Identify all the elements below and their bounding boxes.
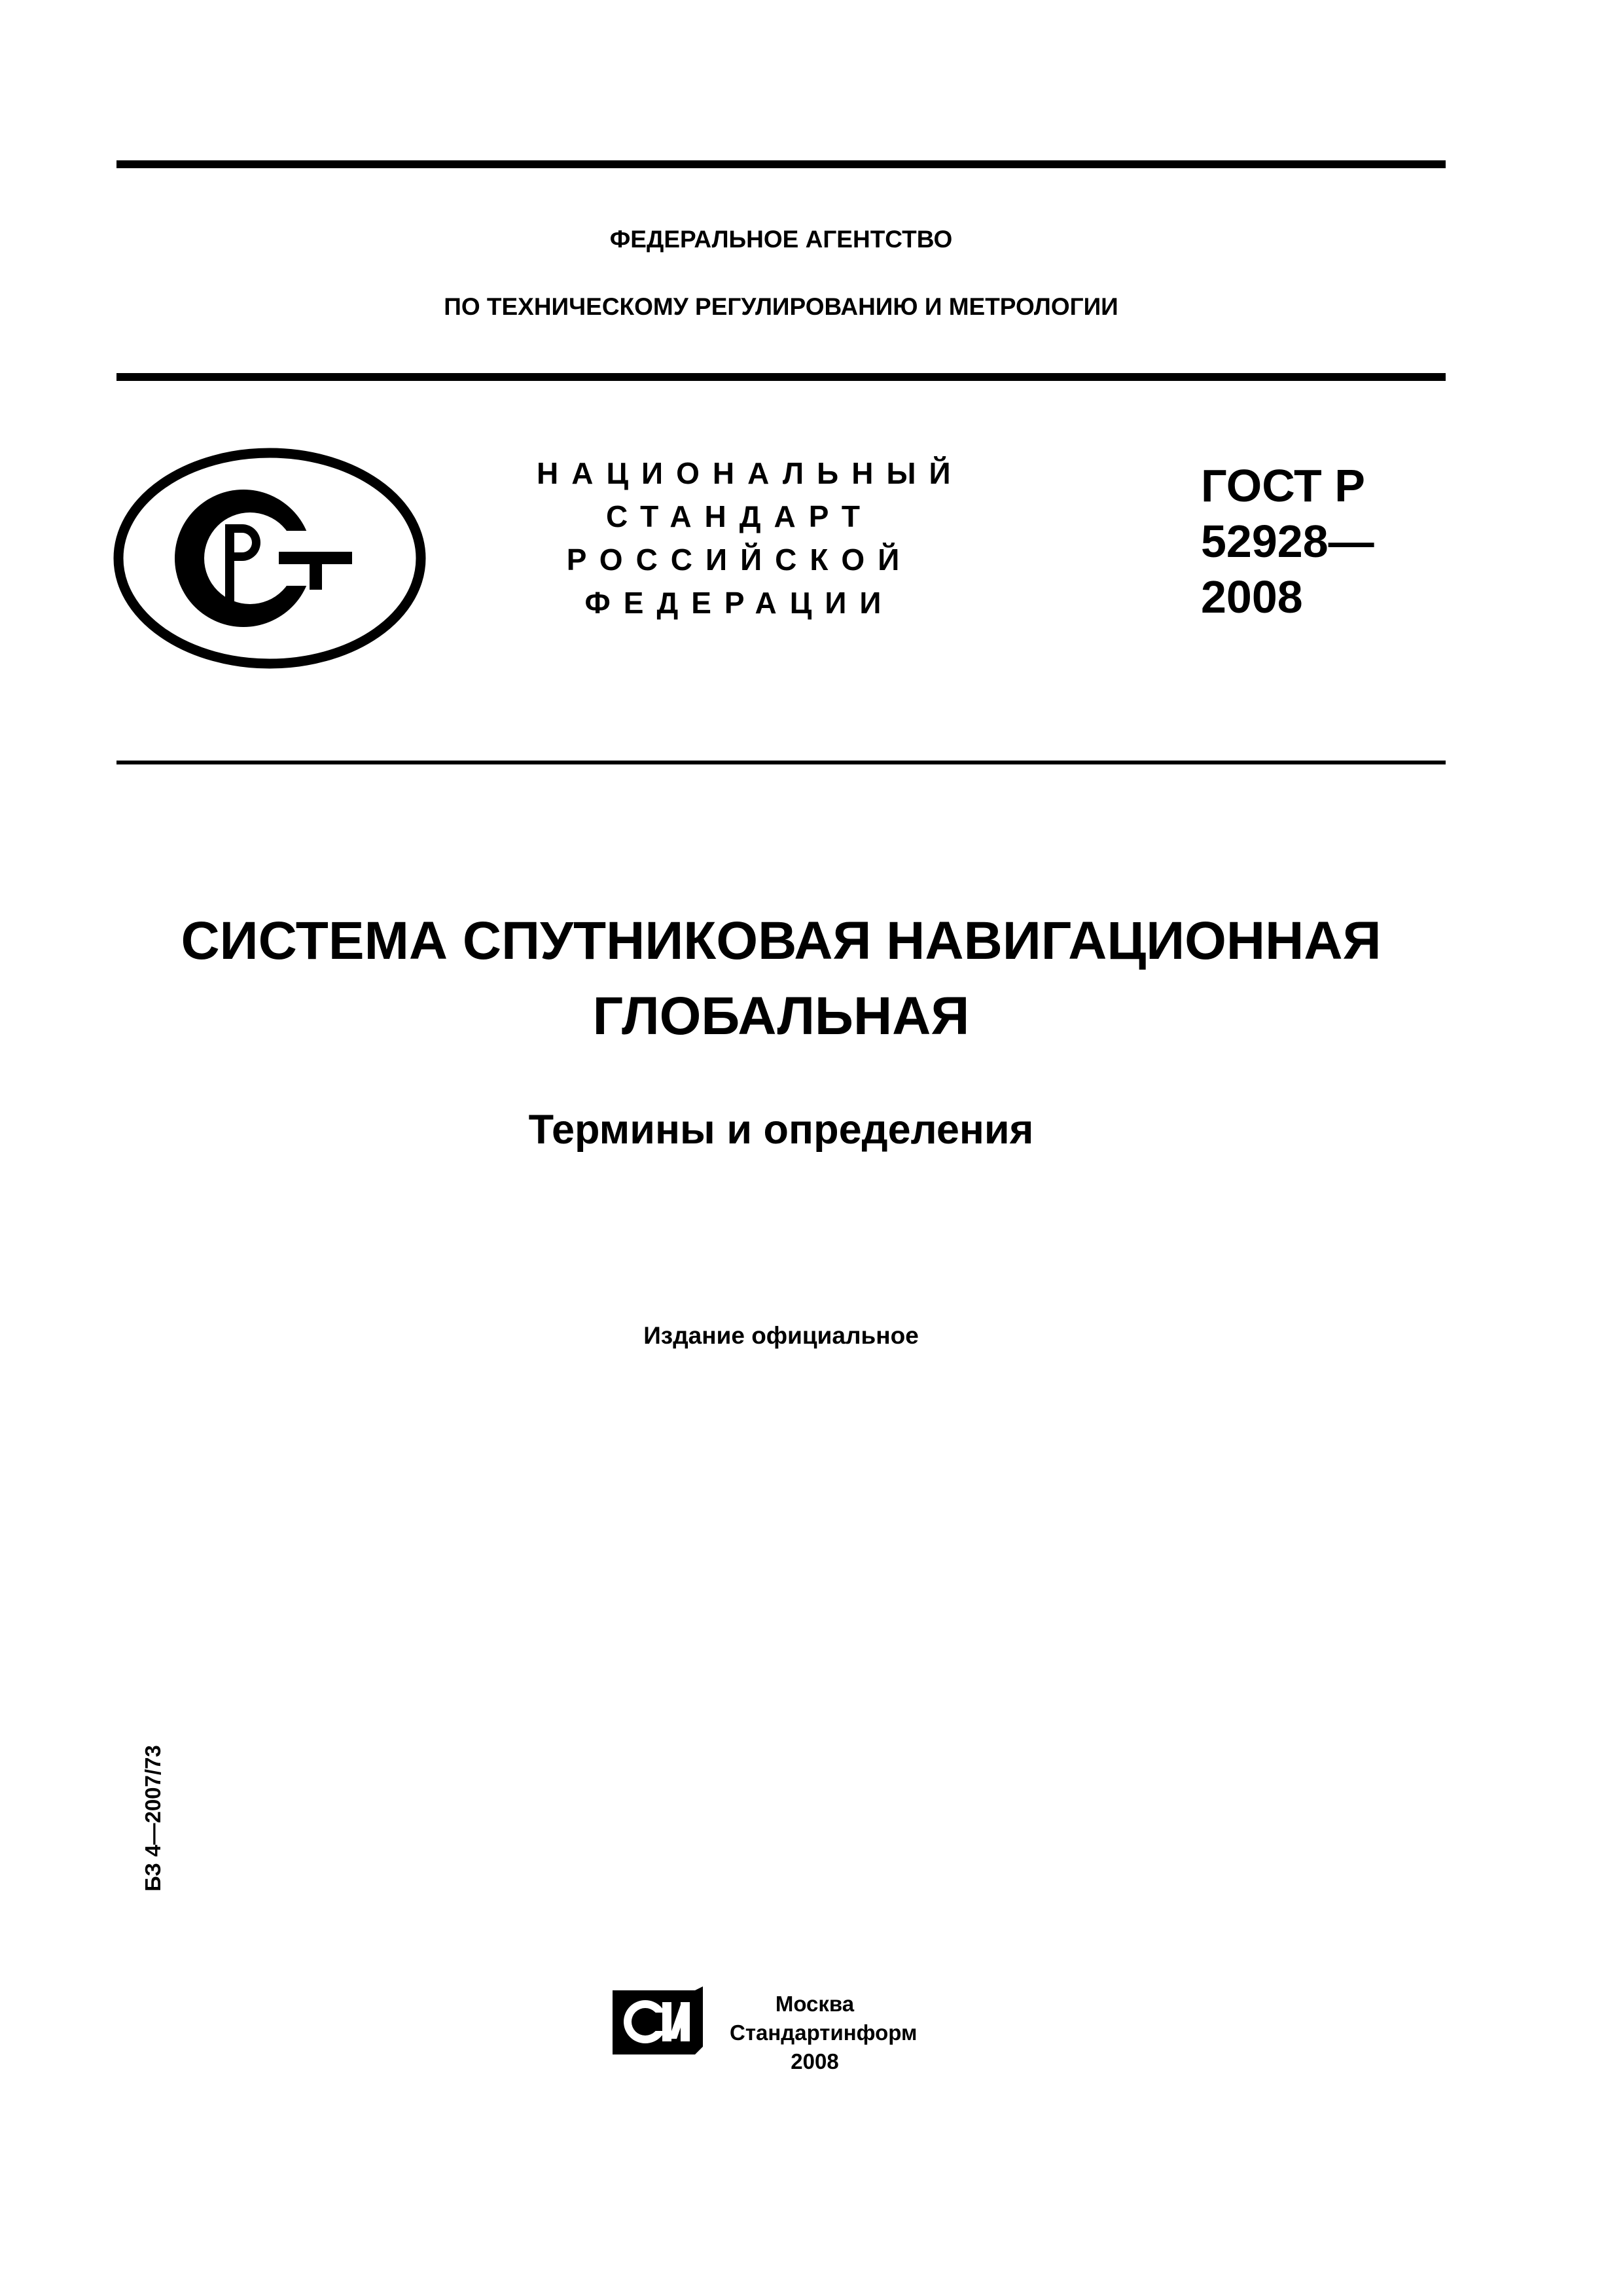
agency-line-1: ФЕДЕРАЛЬНОЕ АГЕНТСТВО [609,226,953,253]
national-standard-line-2: СТАНДАРТ [606,499,873,533]
standartinform-logo [607,1986,705,2060]
title-line-1: СИСТЕМА СПУТНИКОВАЯ НАВИГАЦИОННАЯ [181,911,1382,971]
edition-label: Издание официальное [643,1322,919,1349]
document-subtitle: Термины и определения [528,1107,1034,1153]
designation-line-1: ГОСТ Р [1201,460,1365,511]
national-standard-line-3: РОССИЙСКОЙ [566,543,913,577]
side-code: БЗ 4—2007/73 [141,1745,165,1892]
national-standard-line-4: ФЕДЕРАЦИИ [584,586,895,620]
title-line-2: ГЛОБАЛЬНАЯ [592,986,970,1046]
standard-designation [1201,458,1374,625]
document-title [116,903,1446,1054]
publisher-name: Стандартинформ [730,2020,918,2045]
rst-logo [113,447,427,670]
publisher-block [730,1990,918,2076]
middle-rule [116,761,1446,764]
publisher-year: 2008 [791,2049,839,2073]
top-rule [116,160,1446,168]
designation-line-2: 52928— [1201,516,1374,567]
national-standard-line-1: НАЦИОНАЛЬНЫЙ [537,456,964,490]
publisher-city: Москва [775,1992,855,2016]
designation-line-3: 2008 [1201,571,1303,622]
national-standard-label [537,452,964,624]
agency-line-2: ПО ТЕХНИЧЕСКОМУ РЕГУЛИРОВАНИЮ И МЕТРОЛОГИИ [444,293,1118,320]
header-rule [116,373,1446,381]
